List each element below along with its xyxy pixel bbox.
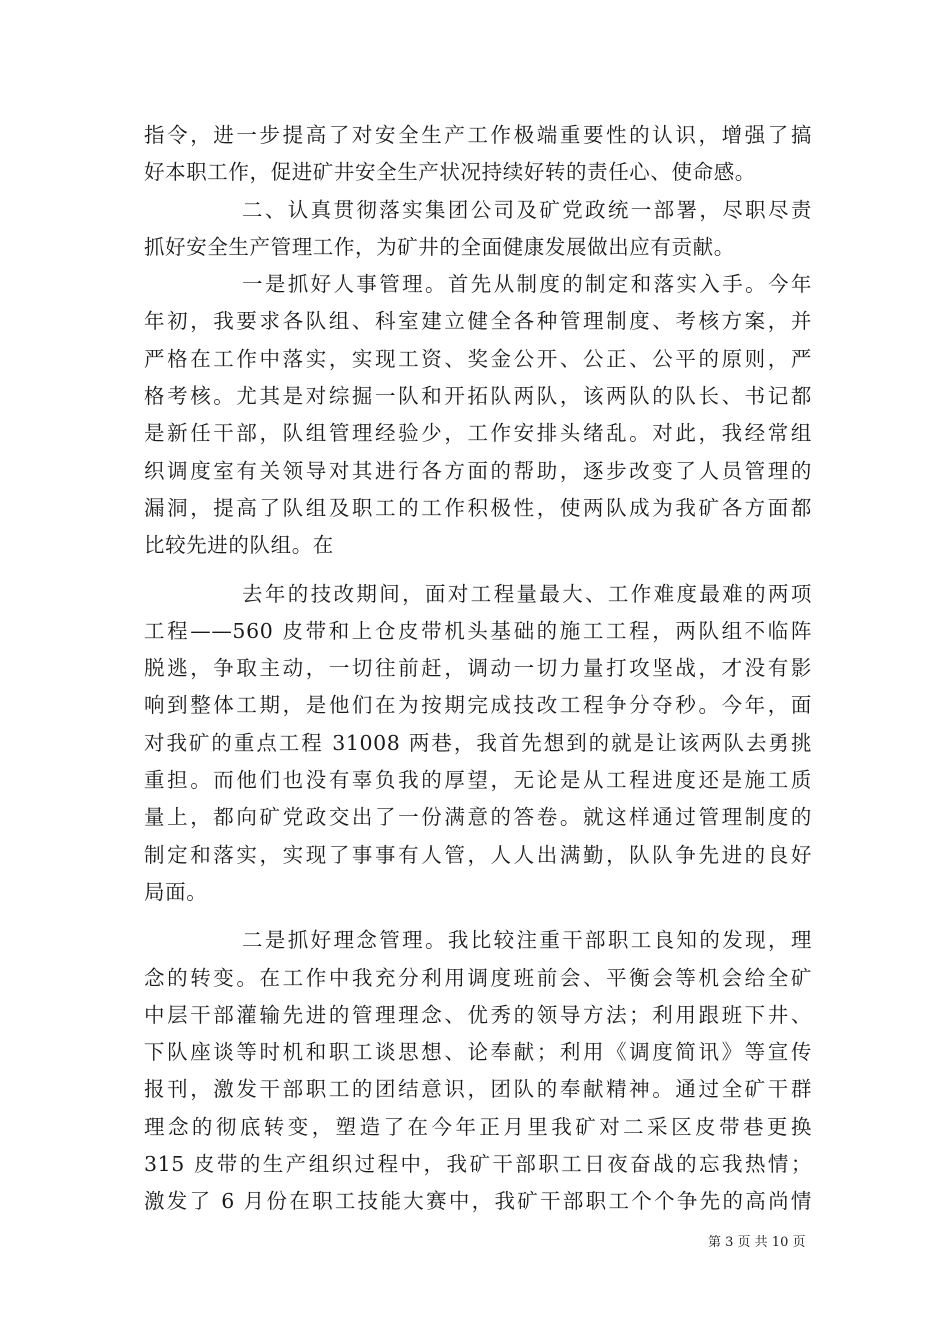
text-line: 重担。而他们也没有辜负我的厚望，无论是从工程进度还是施工质: [144, 768, 812, 793]
paragraph-gap: [144, 565, 812, 576]
text-line: 响到整体工期，是他们在为按期完成技改工程争分夺秒。今年，面: [144, 693, 812, 718]
text-line: 年初，我要求各队组、科室建立健全各种管理制度、考核方案，并: [144, 309, 812, 334]
text-line: 制定和落实，实现了事事有人管，人人出满勤，队队争先进的良好: [144, 842, 812, 867]
text-line: 织调度室有关领导对其进行各方面的帮助，逐步改变了人员管理的: [144, 458, 812, 483]
text-line: 比较先进的队组。在: [144, 533, 334, 558]
text-line: 去年的技改期间，面对工程量最大、工作难度最难的两项: [242, 581, 812, 606]
text-line: 中层干部灌输先进的管理理念、优秀的领导方法；利用跟班下井、: [144, 1002, 812, 1027]
text-line: 二是抓好理念管理。我比较注重干部职工良知的发现，理: [242, 928, 812, 953]
text-line: 一是抓好人事管理。首先从制度的制定和落实入手。今年: [242, 272, 812, 297]
section-heading-line: 二、认真贯彻落实集团公司及矿党政统一部署，尽职尽责: [242, 197, 812, 222]
text-line: 对我矿的重点工程 31008 两巷，我首先想到的就是让该两队去勇挑: [144, 730, 812, 755]
text-line: 工程——560 皮带和上仓皮带机头基础的施工工程，两队组不临阵: [144, 618, 812, 643]
text-line: 下队座谈等时机和职工谈思想、论奉献；利用《调度简讯》等宣传: [144, 1040, 812, 1065]
text-line: 念的转变。在工作中我充分利用调度班前会、平衡会等机会给全矿: [144, 965, 812, 990]
text-line: 漏洞，提高了队组及职工的工作积极性，使两队成为我矿各方面都: [144, 495, 812, 520]
text-line: 量上，都向矿党政交出了一份满意的答卷。就这样通过管理制度的: [144, 805, 812, 830]
section-heading-line: 抓好安全生产管理工作，为矿井的全面健康发展做出应有贡献。: [144, 234, 735, 259]
text-line: 激发了 6 月份在职工技能大赛中，我矿干部职工个个争先的高尚情: [144, 1189, 812, 1214]
text-line: 格考核。尤其是对综掘一队和开拓队两队，该两队的队长、书记都: [144, 384, 812, 409]
page-number-footer: 第 3 页 共 10 页: [708, 1235, 806, 1250]
text-line: 好本职工作，促进矿井安全生产状况持续好转的责任心、使命感。: [144, 160, 756, 185]
text-line: 是新任干部，队组管理经验少，工作安排头绪乱。对此，我经常组: [144, 421, 812, 446]
paragraph-gap: [144, 911, 812, 922]
document-body: [144, 117, 812, 1221]
text-line: 脱逃，争取主动，一切往前赶，调动一切力量打攻坚战，才没有影: [144, 656, 812, 681]
text-line: 局面。: [144, 879, 208, 904]
text-line: 理念的彻底转变，塑造了在今年正月里我矿对二采区皮带巷更换: [144, 1114, 812, 1139]
text-line: 报刊，激发干部职工的团结意识，团队的奉献精神。通过全矿干群: [144, 1077, 812, 1102]
text-line: 指令，进一步提高了对安全生产工作极端重要性的认识，增强了搞: [144, 123, 812, 147]
text-line: 严格在工作中落实，实现工资、奖金公开、公正、公平的原则，严: [144, 346, 812, 371]
text-line: 315 皮带的生产组织过程中，我矿干部职工日夜奋战的忘我热情；: [144, 1152, 812, 1177]
